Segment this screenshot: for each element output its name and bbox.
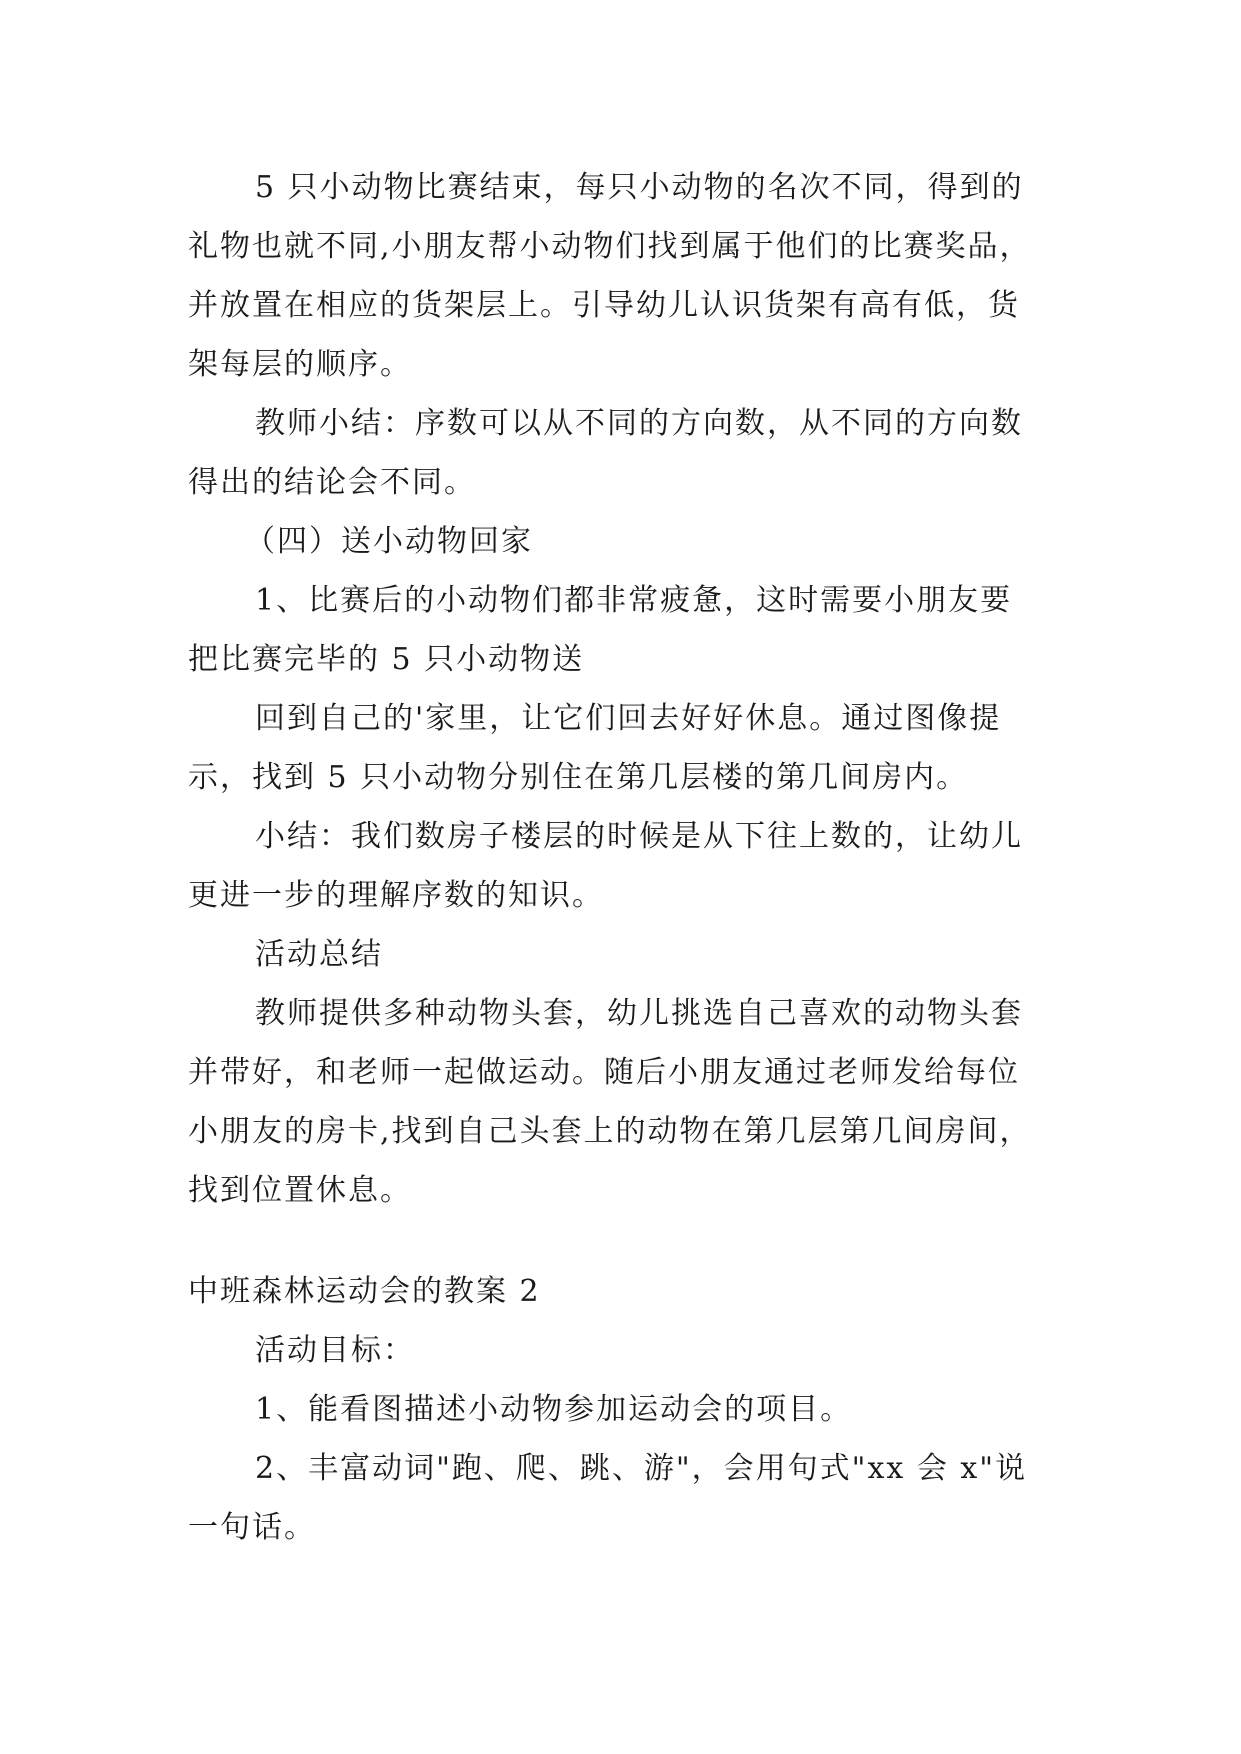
paragraph-line: 教师提供多种动物头套，幼儿挑选自己喜欢的动物头套 <box>255 996 1023 1031</box>
paragraph-line: 小朋友的房卡,找到自己头套上的动物在第几层第几间房间， <box>188 1114 1032 1149</box>
list-item: 1、能看图描述小动物参加运动会的项目。 <box>255 1392 853 1427</box>
paragraph-line: 小结：我们数房子楼层的时候是从下往上数的，让幼儿 <box>255 819 1023 854</box>
paragraph-line: 并放置在相应的货架层上。引导幼儿认识货架有高有低，货 <box>188 288 1020 323</box>
section-heading: （四）送小动物回家 <box>245 524 533 559</box>
paragraph-line: 礼物也就不同,小朋友帮小动物们找到属于他们的比赛奖品， <box>188 229 1032 264</box>
paragraph-line: 教师小结：序数可以从不同的方向数，从不同的方向数 <box>255 406 1023 441</box>
paragraph-line: 并带好，和老师一起做运动。随后小朋友通过老师发给每位 <box>188 1055 1020 1090</box>
paragraph-line: 把比赛完毕的 5 只小动物送 <box>188 642 585 677</box>
list-item: 2、丰富动词"跑、爬、跳、游"，会用句式"xx 会 x"说 <box>255 1451 1028 1486</box>
paragraph-line: 示，找到 5 只小动物分别住在第几层楼的第几间房内。 <box>188 760 969 795</box>
paragraph-line: 回到自己的'家里，让它们回去好好休息。通过图像提 <box>255 701 1002 736</box>
section-heading: 活动目标： <box>255 1333 415 1368</box>
paragraph-line: 架每层的顺序。 <box>188 347 412 382</box>
section-heading: 活动总结 <box>255 937 383 972</box>
paragraph-line: 得出的结论会不同。 <box>188 465 476 500</box>
paragraph-line: 找到位置休息。 <box>188 1173 412 1208</box>
paragraph-line: 一句话。 <box>188 1510 316 1545</box>
paragraph-line: 更进一步的理解序数的知识。 <box>188 878 604 913</box>
paragraph-line: 1、比赛后的小动物们都非常疲惫，这时需要小朋友要 <box>255 583 1013 618</box>
paragraph-line: 5 只小动物比赛结束，每只小动物的名次不同，得到的 <box>255 170 1024 205</box>
document-title: 中班森林运动会的教案 2 <box>188 1274 541 1309</box>
